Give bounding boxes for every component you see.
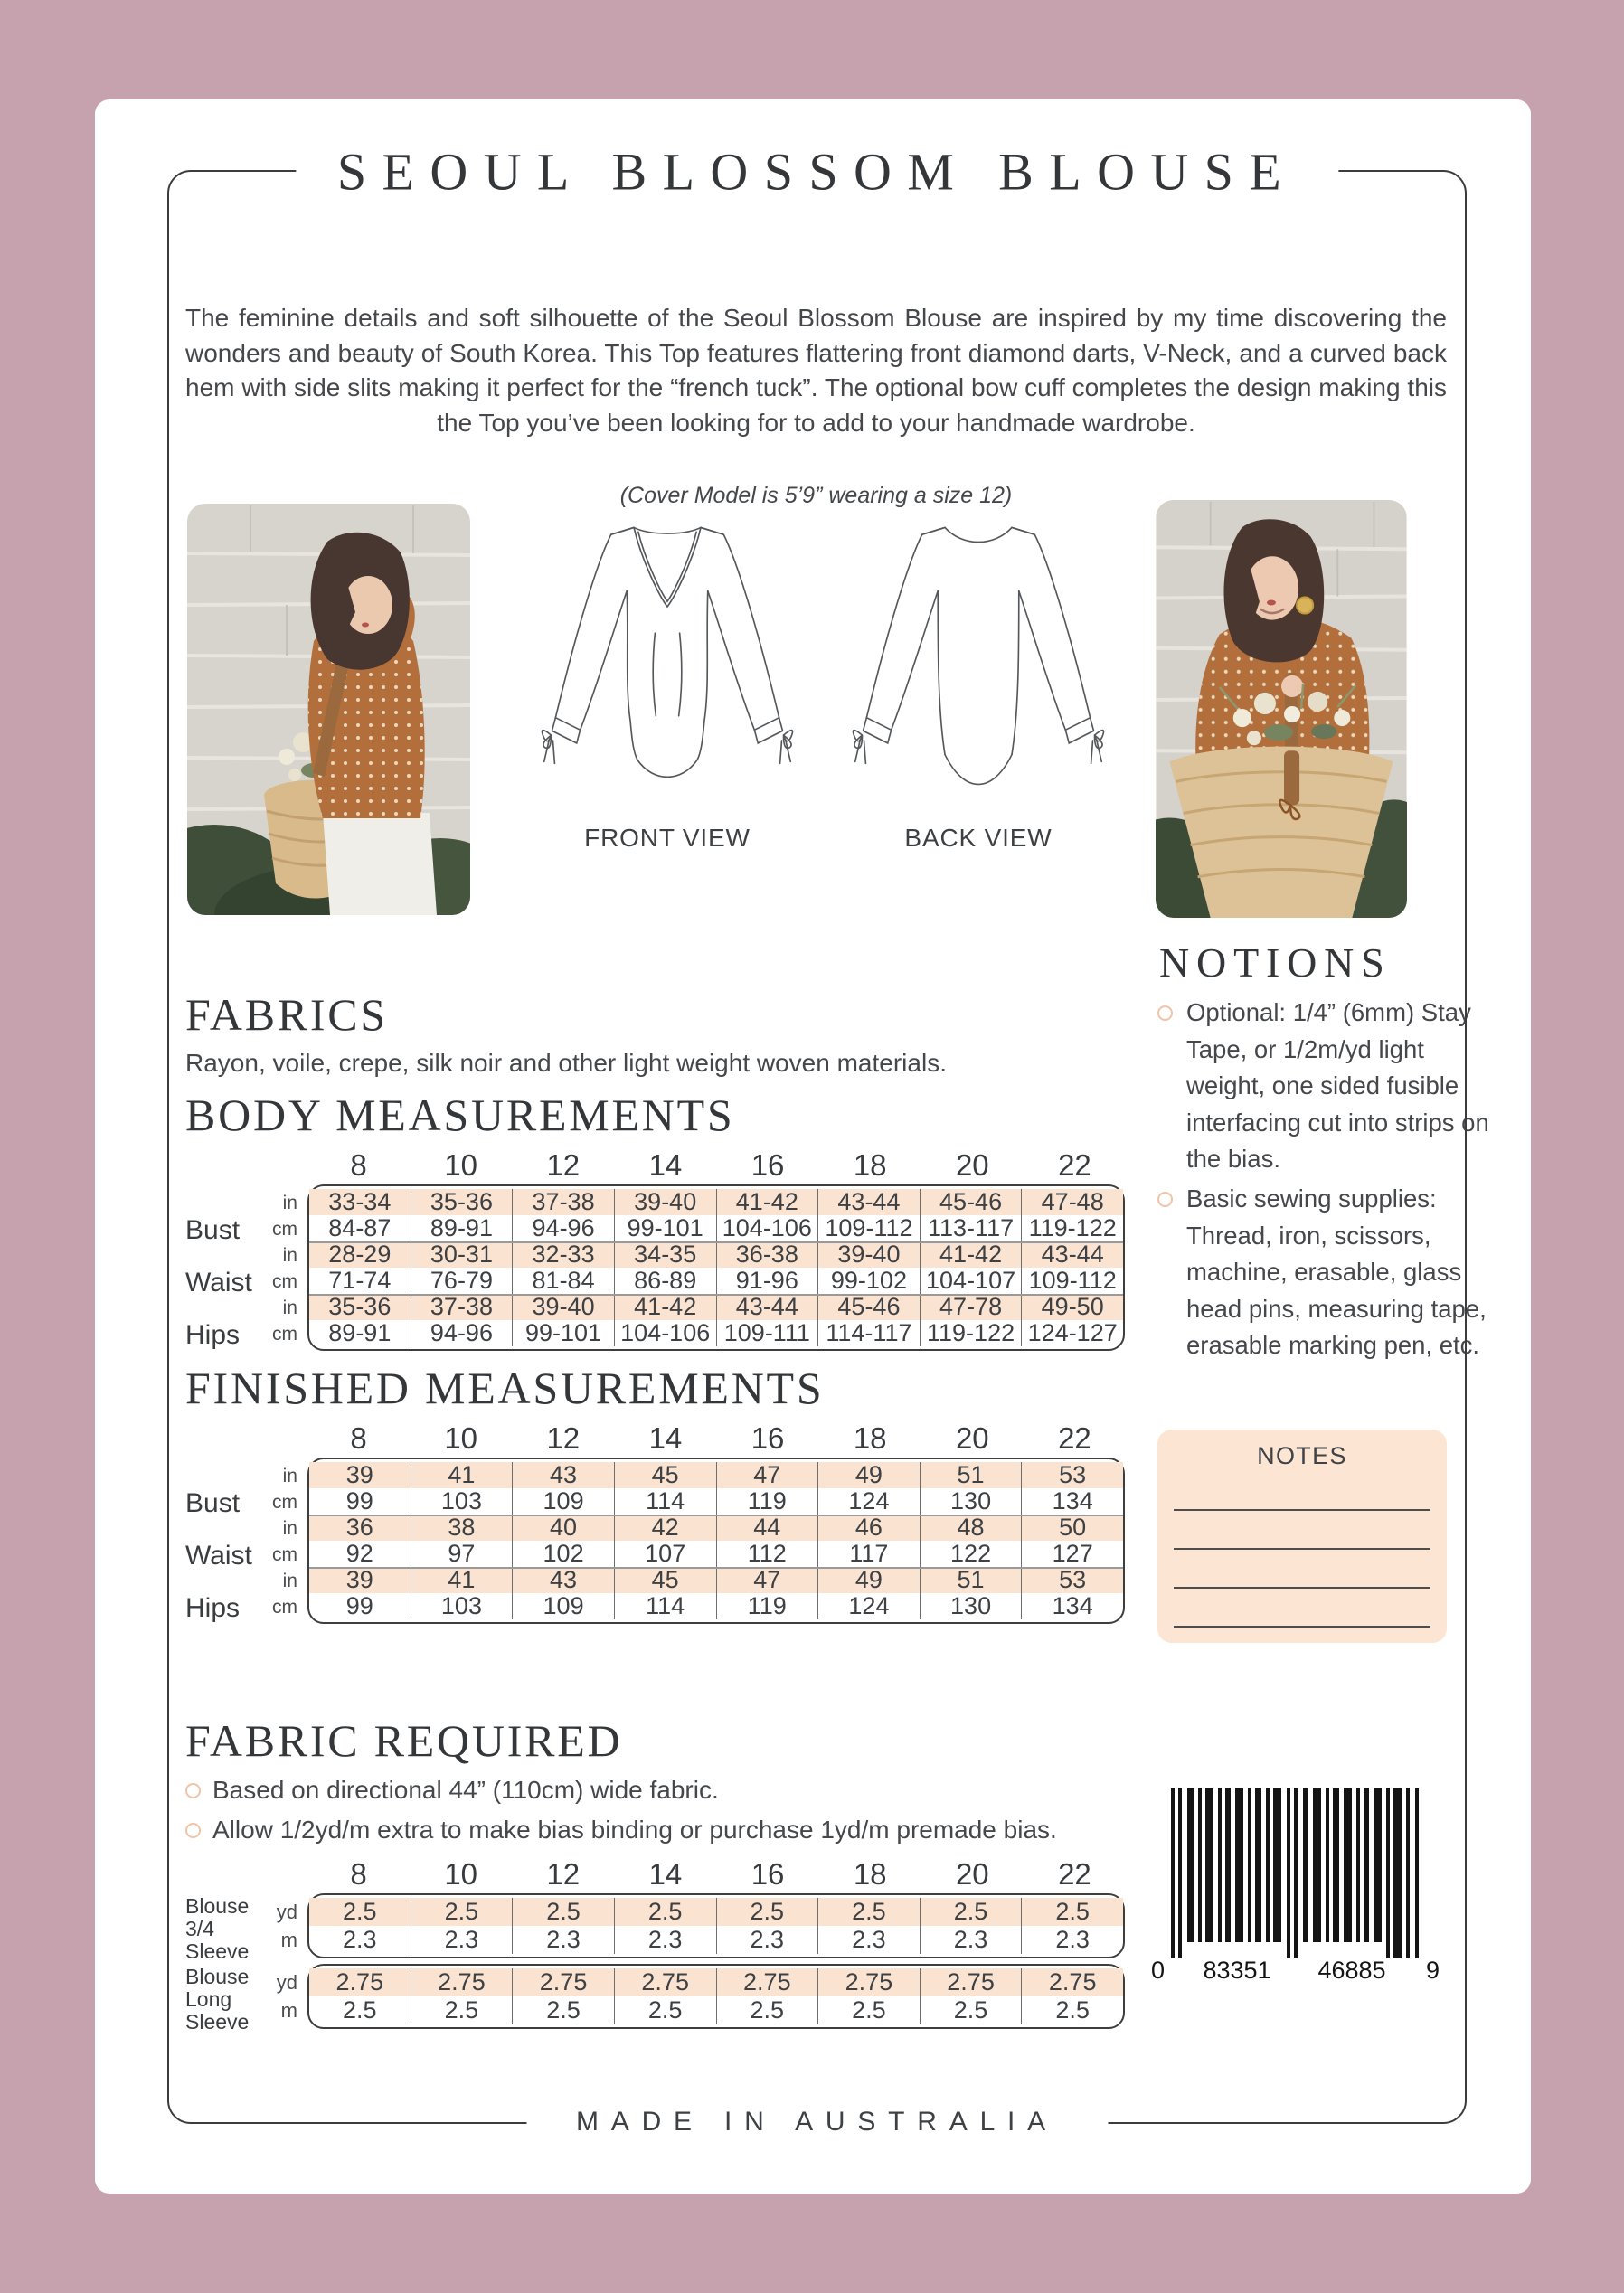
size-header-cell: 22 (1058, 1857, 1091, 1891)
value-cell: 130 (920, 1488, 1022, 1515)
notions-item-text: Optional: 1/4” (6mm) Stay Tape, or 1/2m/yd light weight, one sided fusible interfacing cut into strips on the bias. (1186, 998, 1489, 1173)
value-cell: 2.3 (411, 1926, 513, 1954)
value-cell: 53 (1021, 1462, 1123, 1488)
value-cell: 124-127 (1021, 1320, 1123, 1346)
notions-item-text: Basic sewing supplies: Thread, iron, scissors, machine, erasable, glass head pins, measuring tape, erasable marking pen, etc. (1186, 1184, 1487, 1359)
value-cell: 104-106 (716, 1215, 818, 1241)
value-cell: 99 (345, 1592, 373, 1619)
unit-cm: cm (272, 1271, 297, 1292)
value-cell: 76-79 (411, 1268, 513, 1294)
value-cell: 2.75 (1021, 1968, 1123, 1996)
size-header-cell: 14 (648, 1421, 683, 1455)
size-header-cell: 16 (751, 1148, 785, 1182)
value-cell: 109-112 (817, 1215, 920, 1241)
value-cell: 47-48 (1021, 1189, 1123, 1215)
body-measurements-heading: BODY MEASUREMENTS (185, 1090, 735, 1140)
value-cell: 49 (817, 1567, 920, 1593)
value-cell: 34-35 (614, 1241, 716, 1268)
value-cell: 86-89 (614, 1268, 716, 1294)
value-cell: 117 (817, 1541, 920, 1567)
pattern-card (95, 99, 1531, 2194)
label-line: Sleeve (185, 2010, 250, 2034)
pattern-title: SEOUL BLOSSOM BLOUSE (296, 142, 1338, 203)
value-cell: 33-34 (328, 1188, 392, 1215)
value-cell: 99-101 (614, 1215, 716, 1241)
unit-m: m (280, 1999, 297, 2022)
size-header-cell: 12 (546, 1421, 581, 1455)
size-header-cell: 20 (955, 1421, 989, 1455)
value-cell: 35-36 (411, 1189, 513, 1215)
value-cell: 2.5 (920, 1898, 1022, 1926)
size-header-cell: 22 (1058, 1421, 1091, 1455)
label-line: Blouse (185, 1965, 250, 1988)
value-cell: 134 (1021, 1488, 1123, 1515)
value-cell: 99-102 (817, 1268, 920, 1294)
value-cell: 2.3 (343, 1926, 377, 1953)
value-cell: 40 (512, 1515, 614, 1541)
value-cell: 38 (411, 1515, 513, 1541)
value-cell: 89-91 (328, 1319, 392, 1346)
value-cell: 2.3 (1021, 1926, 1123, 1954)
made-in-australia-label: MADE IN AUSTRALIA (526, 2107, 1108, 2137)
size-header-cell: 18 (853, 1148, 887, 1182)
value-cell: 2.5 (512, 1898, 614, 1926)
value-cell: 2.75 (920, 1968, 1022, 1996)
value-cell: 2.5 (1021, 1996, 1123, 2024)
size-header-cell: 10 (444, 1857, 478, 1891)
value-cell: 104-107 (920, 1268, 1022, 1294)
value-cell: 53 (1021, 1567, 1123, 1593)
value-cell: 2.5 (716, 1996, 818, 2024)
value-cell: 39-40 (512, 1294, 614, 1320)
value-cell: 39-40 (817, 1241, 920, 1268)
value-cell: 94-96 (512, 1215, 614, 1241)
value-cell: 2.5 (920, 1996, 1022, 2024)
unit-cm: cm (272, 1492, 297, 1513)
value-cell: 130 (920, 1593, 1022, 1619)
label-line: Long (185, 1987, 232, 2011)
value-cell: 2.75 (817, 1968, 920, 1996)
unit-in: in (282, 1297, 297, 1318)
value-cell: 97 (411, 1541, 513, 1567)
size-header-cell: 16 (751, 1421, 785, 1455)
value-cell: 36-38 (716, 1241, 818, 1268)
back-view-label: BACK VIEW (904, 824, 1053, 852)
value-cell: 39 (345, 1461, 373, 1488)
cover-model-note: (Cover Model is 5’9” wearing a size 12) (619, 483, 1013, 508)
unit-m: m (280, 1929, 297, 1951)
value-cell: 2.75 (512, 1968, 614, 1996)
value-cell: 41-42 (614, 1294, 716, 1320)
value-cell: 2.75 (716, 1968, 818, 1996)
barcode-digits-group2: 46885 (1317, 1957, 1386, 1984)
unit-cm: cm (272, 1544, 297, 1565)
unit-in: in (282, 1193, 297, 1213)
fabric-required-heading: FABRIC REQUIRED (185, 1715, 623, 1766)
size-header-cell: 20 (955, 1857, 989, 1891)
label-line: Blouse (185, 1894, 250, 1918)
value-cell: 122 (920, 1541, 1022, 1567)
value-cell: 47-78 (920, 1294, 1022, 1320)
finished-measurements-heading: FINISHED MEASUREMENTS (185, 1363, 825, 1413)
fabrics-description: Rayon, voile, crepe, silk noir and other light weight woven materials. (185, 1049, 947, 1077)
value-cell: 2.3 (512, 1926, 614, 1954)
value-cell: 99-101 (512, 1320, 614, 1346)
size-header-cell: 8 (350, 1148, 367, 1182)
barcode-digit-right: 9 (1426, 1957, 1440, 1984)
value-cell: 41 (411, 1567, 513, 1593)
value-cell: 107 (614, 1541, 716, 1567)
value-cell: 91-96 (716, 1268, 818, 1294)
value-cell: 2.75 (411, 1968, 513, 1996)
value-cell: 134 (1021, 1593, 1123, 1619)
size-header-cell: 14 (648, 1148, 683, 1182)
value-cell: 2.5 (1021, 1898, 1123, 1926)
value-cell: 39 (345, 1566, 373, 1593)
value-cell: 39-40 (614, 1189, 716, 1215)
barcode-digits-group1: 83351 (1203, 1957, 1271, 1984)
value-cell: 119 (716, 1593, 818, 1619)
value-cell: 119-122 (1021, 1215, 1123, 1241)
size-header-cell: 12 (546, 1148, 581, 1182)
value-cell: 45-46 (920, 1189, 1022, 1215)
value-cell: 47 (716, 1567, 818, 1593)
size-header-cell: 10 (444, 1421, 478, 1455)
value-cell: 28-29 (328, 1241, 392, 1268)
value-cell: 37-38 (411, 1294, 513, 1320)
size-header-cell: 8 (350, 1857, 367, 1891)
value-cell: 44 (716, 1515, 818, 1541)
size-header-cell: 10 (444, 1148, 478, 1182)
value-cell: 103 (411, 1593, 513, 1619)
value-cell: 2.75 (614, 1968, 716, 1996)
value-cell: 49-50 (1021, 1294, 1123, 1320)
size-header-cell: 18 (853, 1857, 887, 1891)
size-header-cell: 22 (1058, 1148, 1091, 1182)
value-cell: 109-112 (1021, 1268, 1123, 1294)
size-header-cell: 8 (350, 1421, 367, 1455)
value-cell: 109 (512, 1593, 614, 1619)
value-cell: 2.5 (817, 1996, 920, 2024)
value-cell: 89-91 (411, 1215, 513, 1241)
value-cell: 124 (817, 1488, 920, 1515)
notions-heading: NOTIONS (1159, 939, 1392, 986)
value-cell: 119 (716, 1488, 818, 1515)
row-label-hips: Hips (185, 1320, 241, 1350)
row-label-bust: Bust (185, 1488, 241, 1518)
value-cell: 94-96 (411, 1320, 513, 1346)
value-cell: 43-44 (1021, 1241, 1123, 1268)
value-cell: 36 (345, 1514, 373, 1541)
row-label-hips: Hips (185, 1593, 241, 1623)
value-cell: 37-38 (512, 1189, 614, 1215)
value-cell: 2.3 (817, 1926, 920, 1954)
value-cell: 43 (512, 1567, 614, 1593)
value-cell: 48 (920, 1515, 1022, 1541)
value-cell: 41-42 (716, 1189, 818, 1215)
label-line: Sleeve (185, 1939, 250, 1963)
row-label-waist: Waist (185, 1541, 252, 1571)
value-cell: 41-42 (920, 1241, 1022, 1268)
value-cell: 109 (512, 1488, 614, 1515)
unit-cm: cm (272, 1219, 297, 1240)
value-cell: 45-46 (817, 1294, 920, 1320)
value-cell: 43-44 (817, 1189, 920, 1215)
unit-yd: yd (276, 1971, 297, 1994)
unit-cm: cm (272, 1324, 297, 1345)
value-cell: 114-117 (817, 1320, 920, 1346)
row-label-waist: Waist (185, 1268, 252, 1297)
value-cell: 51 (920, 1567, 1022, 1593)
value-cell: 46 (817, 1515, 920, 1541)
value-cell: 2.5 (343, 1898, 377, 1925)
value-cell: 2.5 (614, 1996, 716, 2024)
value-cell: 104-106 (614, 1320, 716, 1346)
value-cell: 114 (614, 1488, 716, 1515)
fabric-note-text: Allow 1/2yd/m extra to make bias binding or purchase 1yd/m premade bias. (212, 1816, 1057, 1844)
size-header-cell: 14 (648, 1857, 683, 1891)
notes-heading: NOTES (1257, 1442, 1347, 1469)
value-cell: 127 (1021, 1541, 1123, 1567)
size-header-cell: 16 (751, 1857, 785, 1891)
unit-in: in (282, 1518, 297, 1539)
size-header-cell: 12 (546, 1857, 581, 1891)
value-cell: 51 (920, 1462, 1022, 1488)
intro-paragraph: The feminine details and soft silhouette of the Seoul Blossom Blouse are inspired by my time discovering the wonders and beauty of South Korea. This Top features flattering front diamond darts, V-Neck, and a curved back hem with side slits making it perfect for the “french tuck”. The optional bow cuff completes the design making this the Top you’ve been looking for to add to your handmade wardrobe. (185, 304, 1447, 437)
front-view-label: FRONT VIEW (584, 824, 751, 852)
value-cell: 2.5 (411, 1996, 513, 2024)
value-cell: 2.5 (343, 1996, 377, 2024)
value-cell: 35-36 (328, 1293, 392, 1320)
value-cell: 43 (512, 1462, 614, 1488)
inner-frame (167, 142, 1467, 2137)
value-cell: 2.5 (411, 1898, 513, 1926)
value-cell: 2.5 (817, 1898, 920, 1926)
value-cell: 103 (411, 1488, 513, 1515)
value-cell: 113-117 (920, 1215, 1022, 1241)
value-cell: 32-33 (512, 1241, 614, 1268)
size-header-cell: 20 (955, 1148, 989, 1182)
value-cell: 99 (345, 1487, 373, 1515)
value-cell: 30-31 (411, 1241, 513, 1268)
value-cell: 92 (345, 1540, 373, 1567)
value-cell: 2.75 (335, 1968, 384, 1996)
value-cell: 49 (817, 1462, 920, 1488)
value-cell: 2.5 (512, 1996, 614, 2024)
value-cell: 109-111 (716, 1320, 818, 1346)
unit-in: in (282, 1571, 297, 1591)
value-cell: 45 (614, 1567, 716, 1593)
value-cell: 124 (817, 1593, 920, 1619)
unit-in: in (282, 1245, 297, 1266)
size-header-cell: 18 (853, 1421, 887, 1455)
value-cell: 102 (512, 1541, 614, 1567)
value-cell: 71-74 (328, 1267, 392, 1294)
value-cell: 2.3 (716, 1926, 818, 1954)
value-cell: 43-44 (716, 1294, 818, 1320)
value-cell: 50 (1021, 1515, 1123, 1541)
value-cell: 2.3 (614, 1926, 716, 1954)
value-cell: 42 (614, 1515, 716, 1541)
value-cell: 84-87 (328, 1214, 392, 1241)
value-cell: 45 (614, 1462, 716, 1488)
value-cell: 114 (614, 1593, 716, 1619)
value-cell: 2.5 (716, 1898, 818, 1926)
label-line: 3/4 (185, 1917, 214, 1940)
value-cell: 81-84 (512, 1268, 614, 1294)
row-label-bust: Bust (185, 1215, 241, 1245)
unit-cm: cm (272, 1597, 297, 1618)
value-cell: 2.3 (920, 1926, 1022, 1954)
value-cell: 47 (716, 1462, 818, 1488)
fabrics-heading: FABRICS (185, 989, 388, 1040)
barcode-digit-left: 0 (1151, 1957, 1166, 1984)
unit-yd: yd (276, 1901, 297, 1923)
fabric-note-text: Based on directional 44” (110cm) wide fabric. (212, 1776, 719, 1804)
value-cell: 2.5 (614, 1898, 716, 1926)
value-cell: 112 (716, 1541, 818, 1567)
value-cell: 119-122 (920, 1320, 1022, 1346)
unit-in: in (282, 1466, 297, 1486)
value-cell: 41 (411, 1462, 513, 1488)
